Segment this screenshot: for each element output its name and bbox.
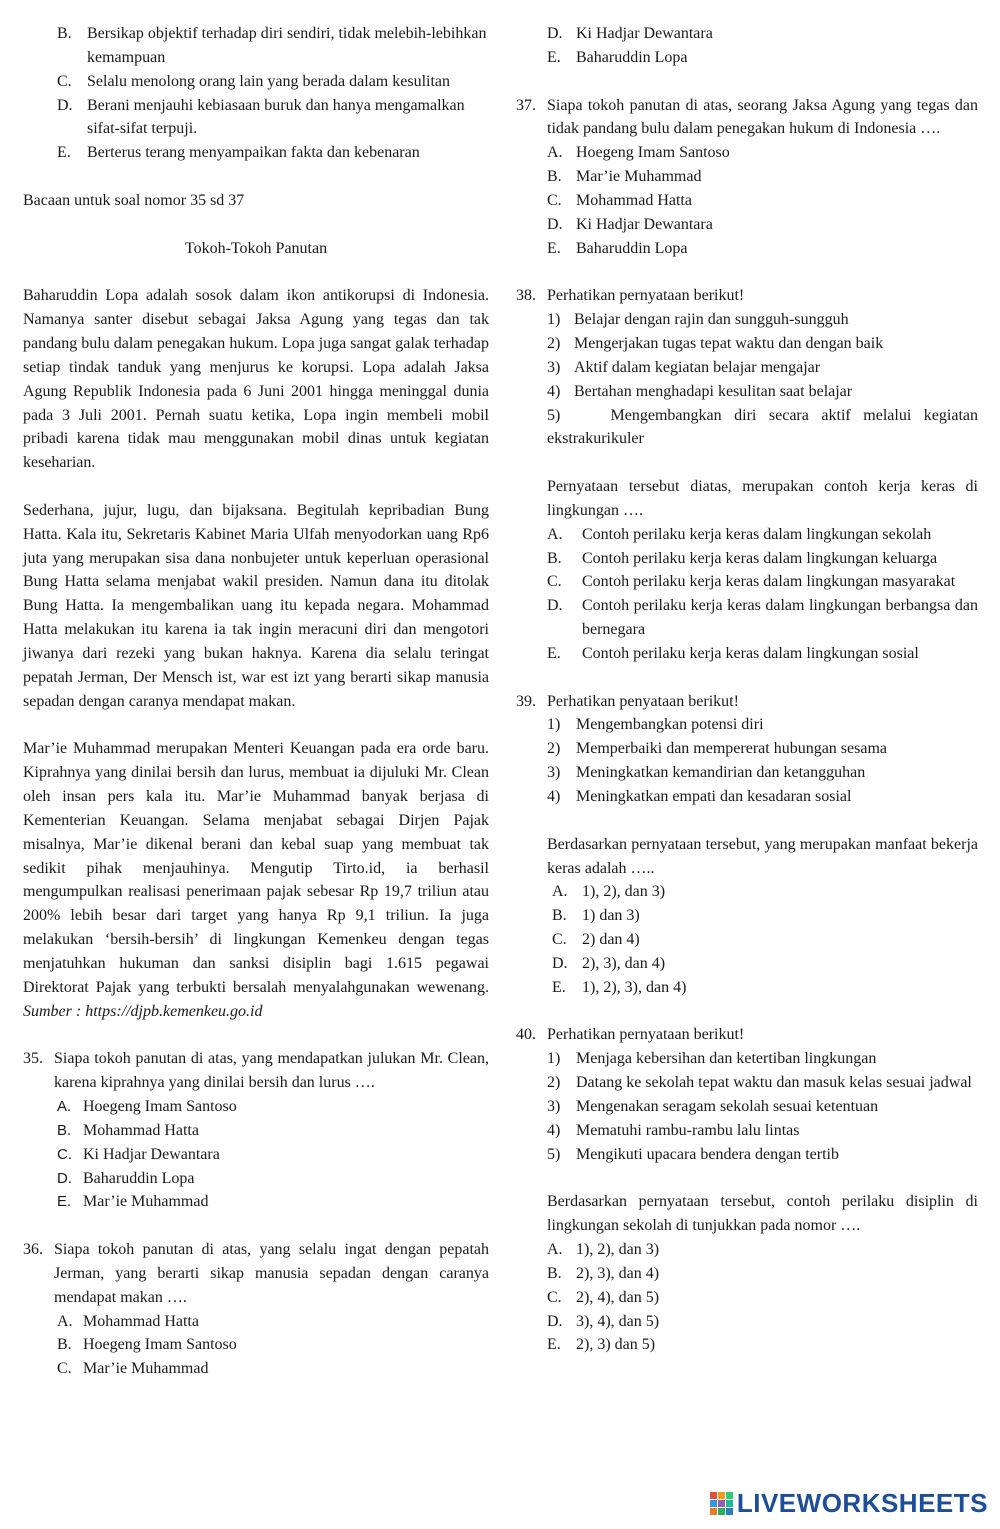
q35-option-b[interactable]: B. Mohammad Hatta xyxy=(57,1121,199,1139)
q39-statement: 4) Meningkatkan empati dan kesadaran sosial xyxy=(547,788,852,805)
q38-statement: 2) Mengerjakan tugas tepat waktu dan dengan baik xyxy=(547,334,884,352)
q36-option-b[interactable]: B. Hoegeng Imam Santoso xyxy=(57,1336,237,1354)
logo-text: LIVEWORKSHEETS xyxy=(736,1488,988,1518)
q40-prompt: Berdasarkan pernyataan tersebut, contoh perilaku disiplin di lingkungan sekolah di tunjukkan pada nomor …. xyxy=(547,1193,978,1235)
prev-option-b: B. Bersikap objektif terhadap diri sendiri, tidak melebih-lebihkan kemampuan xyxy=(57,25,487,66)
q38-statement: 4) Bertahan menghadapi kesulitan saat belajar xyxy=(547,382,853,400)
q37-option-e[interactable]: E. Baharuddin Lopa xyxy=(547,239,688,257)
q39-option-d[interactable]: D. 2), 3), dan 4) xyxy=(552,954,666,972)
question-39: 39. Perhatikan penyataan berikut! xyxy=(516,692,739,710)
q38-option-d[interactable]: D. Contoh perilaku kerja keras dalam lingkungan berbangsa dan bernegara xyxy=(547,597,978,639)
right-column xyxy=(516,22,978,1357)
q35-option-d[interactable]: D. Baharuddin Lopa xyxy=(57,1169,195,1187)
q37-option-b[interactable]: B. Mar’ie Muhammad xyxy=(547,168,702,186)
reading-title: Tokoh-Tokoh Panutan xyxy=(184,239,328,257)
question-38: 38. Perhatikan pernyataan berikut! xyxy=(516,287,745,305)
logo-grid-icon xyxy=(710,1492,733,1515)
q40-statement: 1) Menjaga kebersihan dan ketertiban lingkungan xyxy=(547,1050,877,1068)
q38-option-a[interactable]: A. Contoh perilaku kerja keras dalam lingkungan sekolah xyxy=(547,525,932,543)
q37-option-a[interactable]: A. Hoegeng Imam Santoso xyxy=(547,144,730,162)
question-35: 35. Siapa tokoh panutan di atas, yang mendapatkan julukan Mr. Clean, karena kiprahnya yang dinilai bersih dan lurus …. xyxy=(23,1050,489,1092)
paragraph-lopa: Baharuddin Lopa adalah sosok dalam ikon antikorupsi di Indonesia. Namanya santer disebut sebagai Jaksa Agung yang tegas dan tak pandang bulu dalam penegakan hukum. Lopa juga sangat galak terhadap setiap tindak tanduk yang menjurus ke korupsi. Lopa adalah Jaksa Agung Republik Indonesia pada 6 Juni 2001 hingga meninggal dunia pada 3 Juli 2001. Pernah suatu ketika, Lopa ingin membeli mobil pribadi karena tidak mau menggunakan mobil dinas untuk kegiatan keseharian. xyxy=(23,287,489,472)
left-column xyxy=(23,22,489,1381)
q40-option-d[interactable]: D. 3), 4), dan 5) xyxy=(547,1312,660,1330)
q40-option-c[interactable]: C. 2), 4), dan 5) xyxy=(547,1288,660,1306)
q40-statement: 5) Mengikuti upacara bendera dengan tertib xyxy=(547,1145,839,1163)
q36-option-e[interactable]: E. Baharuddin Lopa xyxy=(547,48,688,66)
q38-prompt: Pernyataan tersebut diatas, merupakan contoh kerja keras di lingkungan …. xyxy=(547,478,978,519)
q36-option-d[interactable]: D. Ki Hadjar Dewantara xyxy=(547,25,713,42)
reading-intro: Bacaan untuk soal nomor 35 sd 37 xyxy=(23,191,245,209)
prev-option-e: E. Berterus terang menyampaikan fakta dan kebenaran xyxy=(57,144,420,162)
q40-option-b[interactable]: B. 2), 3), dan 4) xyxy=(547,1264,660,1282)
q35-option-e[interactable]: E. Mar’ie Muhammad xyxy=(57,1193,209,1211)
q35-option-a[interactable]: A. Hoegeng Imam Santoso xyxy=(57,1097,237,1115)
question-40: 40. Perhatikan pernyataan berikut! xyxy=(516,1026,745,1044)
q36-option-c[interactable]: C. Mar’ie Muhammad xyxy=(57,1360,209,1378)
q38-option-c[interactable]: C. Contoh perilaku kerja keras dalam lingkungan masyarakat xyxy=(547,573,956,591)
q39-option-e[interactable]: E. 1), 2), 3), dan 4) xyxy=(552,978,687,996)
q40-statement: 3) Mengenakan seragam sekolah sesuai ketentuan xyxy=(547,1097,879,1115)
q38-statement: 3) Aktif dalam kegiatan belajar mengajar xyxy=(547,358,821,376)
q40-statement: 4) Mematuhi rambu-rambu lalu lintas xyxy=(547,1121,800,1139)
q40-statement: 2) Datang ke sekolah tepat waktu dan masuk kelas sesuai jadwal xyxy=(547,1074,972,1092)
paragraph-hatta: Sederhana, jujur, lugu, dan bijaksana. Begitulah kepribadian Bung Hatta. Kala itu, Sekretaris Kabinet Maria Ulfah menyodorkan uang Rp6 juta yang merupakan sisa dana nonbujeter untuk keperluan operasional Bung Hatta selama menjabat wakil presiden. Namun dana itu ditolak Bung Hatta. Ia mengembalikan uang itu kepada negara. Mohammad Hatta melakukan itu karena ia tak ingin meracuni diri dan mengotori jiwanya dari rezeki yang bukan haknya. Karena dia selalu teringat pepatah Jerman, Der Mensch ist, war est izt yang berarti sikap manusia sepadan dengan caranya mendapat makan. xyxy=(23,501,489,710)
q38-statement: 5) Mengembangkan diri secara aktif melalui kegiatan ekstrakurikuler xyxy=(547,406,978,448)
q39-option-a[interactable]: A. 1), 2), dan 3) xyxy=(552,883,666,901)
prev-option-c: C. Selalu menolong orang lain yang berada dalam kesulitan xyxy=(57,72,450,90)
q39-option-b[interactable]: B. 1) dan 3) xyxy=(552,907,640,925)
q39-statement: 3) Meningkatkan kemandirian dan ketangguhan xyxy=(547,764,866,782)
q36-option-a[interactable]: A. Mohammad Hatta xyxy=(57,1312,199,1330)
q39-option-c[interactable]: C. 2) dan 4) xyxy=(552,931,640,949)
question-37: 37. Siapa tokoh panutan di atas, seorang Jaksa Agung yang tegas dan tidak pandang bulu dalam penegakan hukum di Indonesia …. xyxy=(516,96,978,138)
q38-option-b[interactable]: B. Contoh perilaku kerja keras dalam lingkungan keluarga xyxy=(547,549,938,567)
q39-statement: 1) Mengembangkan potensi diri xyxy=(547,716,764,734)
q37-option-c[interactable]: C. Mohammad Hatta xyxy=(547,191,692,209)
q35-option-c[interactable]: C. Ki Hadjar Dewantara xyxy=(57,1145,220,1163)
q38-option-e[interactable]: E. Contoh perilaku kerja keras dalam lingkungan sosial xyxy=(547,644,919,662)
q39-prompt: Berdasarkan pernyataan tersebut, yang merupakan manfaat bekerja keras adalah ….. xyxy=(547,835,978,877)
q38-statement: 1) Belajar dengan rajin dan sungguh-sungguh xyxy=(547,311,849,329)
question-36: 36. Siapa tokoh panutan di atas, yang selalu ingat dengan pepatah Jerman, yang berarti sikap manusia sepadan dengan caranya mendapat makan …. xyxy=(23,1241,489,1306)
q40-option-a[interactable]: A. 1), 2), dan 3) xyxy=(547,1241,660,1259)
paragraph-marie: Mar’ie Muhammad merupakan Menteri Keuangan pada era orde baru. Kiprahnya yang dinilai bersih dan lurus, membuat ia dijuluki Mr. Clean oleh insan pers kala itu. Mar’ie Muhammad banyak berjasa di Kementerian Keuangan. Selama menjabat sebagai Dirjen Pajak misalnya, Mar’ie dikenal berani dan kebal suap yang membuat tak sedikit pihak menjauhinya. Mengutip Tirto.id, ia berhasil mengumpulkan realisasi penerimaan pajak sebesar Rp 19,7 triliun atau 200% lebih besar dari target yang hanya Rp 9,1 triliun. Ia juga melakukan ‘bersih-bersih’ di lingkungan Kemenkeu dengan tegas menjatuhkan hukuman dan sanksi disiplin bagi 1.615 pegawai Direktorat Pajak yang terbukti bersalah menyalahgunakan wewenang. Sumber : https://djpb.kemenkeu.go.id xyxy=(23,740,489,1020)
source-citation: Sumber : https://djpb.kemenkeu.go.id xyxy=(23,1002,263,1020)
q40-option-e[interactable]: E. 2), 3) dan 5) xyxy=(547,1336,656,1354)
prev-option-d: D. Berani menjauhi kebiasaan buruk dan hanya mengamalkan sifat-sifat terpuji. xyxy=(57,96,465,138)
q37-option-d[interactable]: D. Ki Hadjar Dewantara xyxy=(547,215,713,233)
liveworksheets-logo[interactable] xyxy=(710,1488,988,1519)
q39-statement: 2) Memperbaiki dan mempererat hubungan sesama xyxy=(547,740,887,758)
